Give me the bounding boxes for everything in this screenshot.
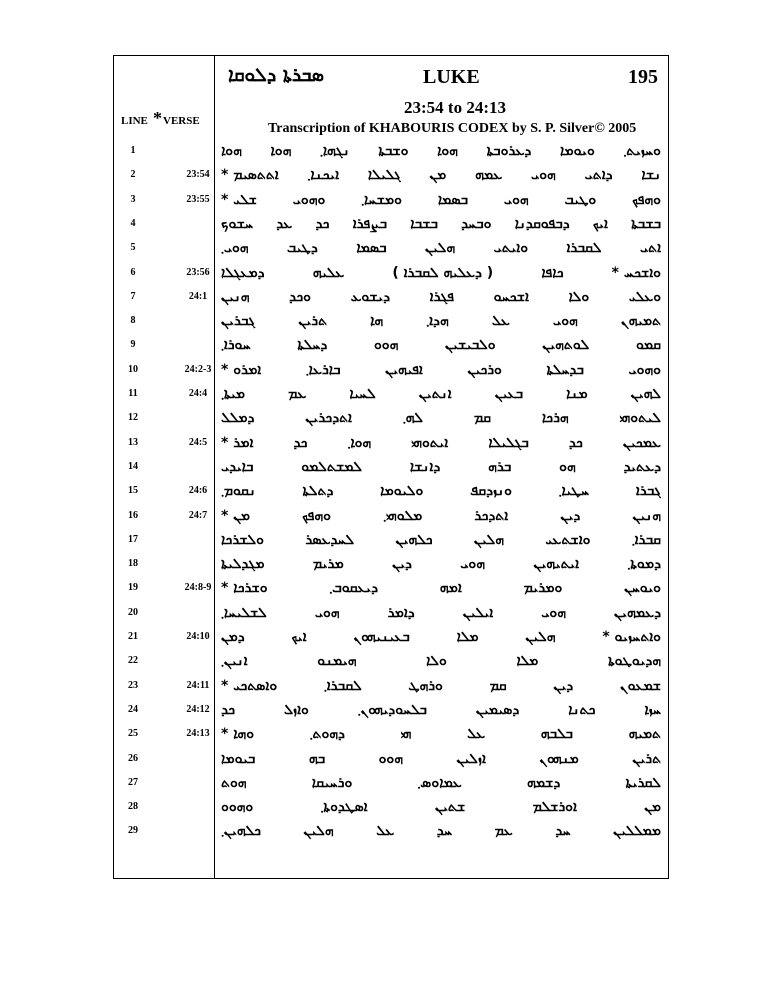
- syriac-word: ܥܠ: [467, 726, 486, 743]
- syriac-word: ܕܡܢ: [221, 629, 245, 645]
- verse-number: 24:2-3: [184, 363, 212, 375]
- syriac-word: ܐܡܗ: [439, 580, 462, 597]
- syriac-word: ܕܝܢ: [560, 507, 581, 524]
- syriac-word: ܕܗܘܬ܂: [309, 726, 345, 743]
- line-row: [113, 505, 669, 529]
- syriac-word: ܘܛܝܒ: [564, 191, 597, 208]
- syriac-word: ܘܠܐ: [568, 288, 590, 305]
- syriac-word: ܠܝܬܘܗܝ: [619, 410, 661, 427]
- line-number: 16: [128, 509, 138, 521]
- line-number: 28: [128, 801, 138, 813]
- syriac-word: ܢܩܘܡ܂: [221, 483, 256, 500]
- syriac-word: ܒܨܦܪܐ: [352, 215, 388, 232]
- syriac-word: ܟܕ: [293, 434, 308, 451]
- syriac-word: ܘܪܟܝܢ: [467, 361, 502, 378]
- syriac-word: ܐܬܝ: [639, 240, 661, 257]
- syriac-word: ܘܝܘܡܐ: [560, 143, 595, 159]
- syriac-word: ܘܝܘܚܢ: [624, 580, 661, 597]
- syriac-word: ܗܢܝܢ: [632, 507, 661, 524]
- line-row: [113, 262, 669, 286]
- syriac-word: ܐܡܪ *: [221, 434, 254, 451]
- syriac-word: ܡܢ: [429, 167, 447, 184]
- syriac-word: ܥܠ: [376, 823, 395, 840]
- syriac-word: ܕܡܘܬܐ܂: [627, 556, 661, 573]
- syriac-line: [221, 286, 661, 308]
- syriac-word: ܗܐ: [370, 313, 384, 330]
- syriac-word: ܫܡܥܘܢ: [619, 677, 661, 694]
- syriac-word: ܥܡ: [494, 823, 513, 840]
- syriac-line: [221, 529, 661, 551]
- verse-number: 23:56: [186, 266, 210, 278]
- syriac-word: ܘܪܚܝܩܐ: [311, 774, 353, 791]
- syriac-word: ܘܗܐ *: [221, 726, 255, 743]
- line-number: 25: [128, 728, 138, 740]
- syriac-word: ܘܢܙܕܩܦ: [470, 483, 512, 500]
- syriac-word: ܐܝܠܝܢ: [462, 604, 494, 621]
- syriac-word: ܥܠܝܗ: [312, 264, 345, 281]
- line-number: 17: [128, 533, 138, 545]
- syriac-word: ܐܦܝܗܝܢ: [385, 361, 423, 378]
- line-number: 11: [128, 388, 138, 399]
- syriac-word: ܡܓܕܠܝܬܐ: [221, 556, 265, 573]
- syriac-line: [221, 262, 661, 284]
- syriac-line: [221, 505, 661, 527]
- syriac-word: ܦܓܪܐ: [429, 288, 455, 305]
- syriac-word: ܥܡܟܝܢ: [622, 434, 661, 451]
- syriac-word: ܡܠܐ: [516, 653, 539, 670]
- syriac-word: ܟܬܢܐ: [568, 701, 596, 718]
- line-number: 12: [128, 412, 138, 424]
- syriac-word: ܘܐܫܟܚ *: [611, 264, 661, 281]
- syriac-word: ܗܕܐ܂: [426, 313, 449, 330]
- verse-number: 24:11: [186, 679, 210, 691]
- syriac-word: ܟܐܦܐ: [541, 264, 564, 281]
- line-row: [113, 699, 669, 723]
- line-number: 20: [128, 606, 138, 618]
- syriac-word: ܓܒܪܝܢ: [221, 313, 256, 330]
- line-number: 18: [128, 558, 138, 570]
- verse-number: 24:13: [186, 728, 210, 740]
- line-row: [113, 310, 669, 334]
- syriac-title: ܣܒܪܬܐ ܕܠܘܩܐ: [228, 64, 325, 86]
- syriac-word: ܗܝܡܢܘ: [317, 653, 357, 670]
- syriac-word: ܐܣܛܕܘܬܐ܂: [320, 799, 368, 816]
- syriac-word: ܕܥܡܗܝܢ: [614, 604, 661, 621]
- syriac-line: [221, 189, 661, 211]
- line-number: 19: [128, 582, 138, 594]
- syriac-word: ܕܡܥܓܠܐ: [221, 264, 265, 281]
- syriac-word: ܐܘܪܫܠܡ: [532, 799, 577, 816]
- syriac-word: ܐܬܕܟܪ: [474, 507, 509, 524]
- syriac-word: ܟܠܗܝܢ܂: [221, 823, 261, 840]
- line-row: [113, 334, 669, 358]
- line-row: [113, 237, 669, 261]
- syriac-word: ܡܢ: [644, 799, 661, 816]
- syriac-word: ܠܗܝܢ: [630, 386, 661, 402]
- syriac-word: ܡܠܘܗܝ܂: [383, 507, 423, 524]
- syriac-word: ܒܫܒܐ: [410, 215, 438, 232]
- line-row: [113, 796, 669, 820]
- syriac-line: [221, 723, 661, 745]
- syriac-word: ܥܕ: [276, 215, 293, 232]
- syriac-word: ܗܠܝܢ: [303, 823, 334, 840]
- syriac-word: ܐܬܕܟܪܝܢ: [305, 410, 352, 427]
- syriac-word: ܠܩܒܪܐ: [566, 240, 602, 257]
- syriac-word: ܕܫܡܗ: [527, 774, 561, 791]
- syriac-line: [221, 480, 661, 502]
- syriac-word: ܐܫܟܚܘ: [493, 288, 529, 305]
- syriac-word: ܗܘܐ: [270, 143, 292, 159]
- syriac-word: ܫܠܝ *: [221, 191, 257, 208]
- syriac-word: ܐܬܬܣܝܡ *: [221, 167, 279, 184]
- syriac-word: ܕܡܠܠ: [221, 410, 255, 427]
- syriac-word: ܠܚܝܐ: [349, 386, 376, 402]
- syriac-word: ܐܝܬܝܗܝܢ: [533, 556, 580, 573]
- syriac-word: ܟܠܗܝܢ: [395, 531, 433, 548]
- syriac-word: ܘܡܪܝܡ: [523, 580, 563, 597]
- syriac-word: ܒܝܘܡܐ: [221, 750, 256, 767]
- syriac-word: ܬܪܝܢ: [632, 750, 661, 767]
- verse-number: 24:4: [188, 388, 208, 399]
- syriac-word: ܢܓܗܐ܂: [320, 143, 350, 159]
- book-name: LUKE: [423, 66, 480, 88]
- syriac-word: ܕܬܠܬܐ: [302, 483, 334, 500]
- syriac-line: [221, 650, 661, 672]
- syriac-line: [221, 383, 661, 405]
- syriac-word: ܠܗ܂: [402, 410, 424, 427]
- syriac-word: ܗܠܝܢ: [473, 531, 504, 548]
- syriac-word: ܠܫܠܝܚܐ܂: [221, 604, 267, 621]
- line-number: 4: [130, 217, 136, 229]
- line-row: [113, 748, 669, 772]
- syriac-word: ܥܠ: [491, 313, 510, 330]
- syriac-word: ܘܐܙܠ: [283, 701, 309, 718]
- syriac-word: ܚܕ: [436, 823, 453, 840]
- line-number: 2: [130, 169, 136, 181]
- syriac-word: ܐܡܪܘ *: [221, 361, 262, 378]
- line-row: [113, 480, 669, 504]
- line-row: [113, 723, 669, 747]
- syriac-line: [221, 748, 661, 770]
- syriac-word: ܘܡܫܚܐ܂: [361, 191, 402, 208]
- syriac-word: ܗܘܬ: [221, 774, 247, 791]
- syriac-word: ܕܐܡܪ: [387, 604, 415, 621]
- syriac-word: ܘܠܫܪܟܐ: [221, 531, 264, 548]
- syriac-line: [221, 407, 661, 429]
- syriac-word: ܡܡܠܠܝܢ: [613, 823, 661, 840]
- syriac-word: ܐܝܟ: [592, 215, 608, 232]
- syriac-word: ܗܝ: [400, 726, 412, 743]
- syriac-word: ܐܢܝܢ܂: [221, 653, 248, 670]
- syriac-word: ܐܝܟܢܐ܂: [307, 167, 340, 184]
- syriac-word: ܘܒܚܕ: [461, 215, 492, 232]
- syriac-word: ܘܠܒܝܫܝܢ: [445, 337, 496, 354]
- syriac-line: [221, 164, 661, 186]
- syriac-word: ܒܐܝܕܝ: [221, 458, 254, 475]
- syriac-word: ܟܕ: [568, 434, 583, 451]
- syriac-word: ܕܝܫܘܥ: [350, 288, 391, 305]
- syriac-word: ܐܝܟ: [291, 629, 307, 645]
- syriac-word: ܠܩܪܝܬܐ: [625, 774, 661, 791]
- syriac-word: ܐܢܬܝܢ: [418, 386, 452, 402]
- syriac-word: ܗܘܝ: [314, 604, 340, 621]
- syriac-line: [221, 237, 661, 259]
- syriac-word: ܡܪܝܡ: [312, 556, 344, 573]
- syriac-line: [221, 820, 661, 842]
- syriac-word: ܘܠܝܘܡܐ: [380, 483, 424, 500]
- syriac-line: [221, 772, 661, 794]
- syriac-word: ܓܒܪܐ: [635, 483, 661, 500]
- line-row: [113, 602, 669, 626]
- column-header-line: LINE: [121, 115, 148, 127]
- syriac-word: ܘܗܦܟ: [302, 507, 331, 524]
- line-row: [113, 456, 669, 480]
- syriac-word: ܗܘܝ: [541, 604, 567, 621]
- syriac-word: ܡܢ *: [221, 507, 250, 524]
- syriac-word: ܗܘܐ: [221, 143, 242, 159]
- line-number: 14: [128, 460, 138, 472]
- syriac-word: ܒܥܝܢܝܗܘܢ: [353, 629, 410, 645]
- syriac-word: ܡܢܗܘܢ: [539, 750, 579, 767]
- syriac-word: ܡܠܐ: [456, 629, 479, 645]
- line-row: [113, 529, 669, 553]
- syriac-word: ܡܝܬܐ܂: [221, 386, 246, 402]
- line-row: [113, 553, 669, 577]
- line-number: 13: [128, 436, 138, 448]
- syriac-word: ܒܣܡܐ: [356, 240, 387, 257]
- syriac-word: ܒܫܒܬܐ: [631, 215, 661, 232]
- syriac-line: [221, 699, 661, 721]
- syriac-word: ܟܕ: [315, 215, 330, 232]
- syriac-line: [221, 456, 661, 478]
- line-number: 23: [128, 679, 138, 691]
- syriac-word: ܘܫܒܬܐ: [378, 143, 409, 159]
- verse-number: 24:8-9: [184, 582, 212, 594]
- line-row: [113, 359, 669, 383]
- line-number: 26: [128, 752, 138, 764]
- syriac-word: ܚܙܐ: [644, 701, 661, 718]
- syriac-word: ܕܒܦܘܩܕܢܐ: [514, 215, 570, 232]
- syriac-word: ܗܠܝܢ: [424, 240, 456, 257]
- syriac-line: [221, 140, 661, 162]
- syriac-word: ܗܢܝܢ: [221, 288, 250, 305]
- syriac-word: ܗܘ: [559, 458, 576, 475]
- line-row: [113, 432, 669, 456]
- syriac-word: ܕܝܥܩܘܒ܂: [329, 580, 379, 597]
- page-number: 195: [628, 66, 658, 88]
- syriac-word: ܘܐܬܚܙܝܘ *: [602, 629, 661, 645]
- syriac-word: ܚܘܪܐ܂: [221, 337, 251, 354]
- line-row: [113, 772, 669, 796]
- syriac-word: ܗܘܝ: [503, 191, 529, 208]
- syriac-word: ܘܗܘܘ: [221, 799, 254, 816]
- line-row: [113, 189, 669, 213]
- syriac-word: ܘܐܝܬܝ: [493, 240, 529, 257]
- line-row: [113, 286, 669, 310]
- syriac-word: ܥܡܗ: [475, 167, 503, 184]
- line-number: 6: [130, 266, 136, 278]
- syriac-word: ܘܚܙܝܬ܂: [623, 143, 661, 159]
- syriac-word: ܬܪܝܢ: [298, 313, 328, 330]
- syriac-word: ܘܗܘܝ: [292, 191, 326, 208]
- syriac-word: ܒܓܠܝܠܐ: [488, 434, 529, 451]
- syriac-word: ܕܣܝܡܝܢ: [475, 701, 520, 718]
- syriac-word: ܘܫܪܟܐ *: [221, 580, 268, 597]
- syriac-word: ܥܡ: [288, 386, 307, 402]
- transcription-credit: Transcription of KHABOURIS CODEX by S. P. Silver© 2005: [268, 121, 637, 136]
- line-row: [113, 675, 669, 699]
- verse-number: 23:54: [186, 169, 210, 181]
- syriac-word: ܘܟܕ: [289, 288, 311, 305]
- syriac-line: [221, 626, 661, 648]
- verse-range: 23:54 to 24:13: [404, 98, 506, 117]
- line-row: [113, 164, 669, 188]
- line-number: 3: [130, 193, 136, 205]
- syriac-word: ܠܩܒܪܐ܂: [323, 677, 362, 694]
- syriac-word: ܒܠܚܘܕܝܗܘܢ܂: [357, 701, 427, 718]
- syriac-word: ܒܥܝܢ: [494, 386, 523, 402]
- syriac-word: ܥܡܐܘܣ܂: [417, 774, 462, 791]
- syriac-word: ܟܕ: [221, 701, 236, 718]
- syriac-word: ܗܘܝ: [460, 556, 486, 573]
- syriac-line: [221, 796, 661, 818]
- syriac-word: ܒܠܒܗ: [540, 726, 573, 743]
- syriac-word: ܒܕܚܠܬܐ: [546, 361, 584, 378]
- syriac-word: ܘܠܐ: [426, 653, 447, 670]
- syriac-word: ܘܐܫܬܥܝ: [545, 531, 591, 548]
- line-number: 1: [130, 145, 136, 156]
- syriac-word: ܘܐܣܬܟܝ *: [221, 677, 278, 694]
- syriac-word: ܗܘܝ: [531, 167, 556, 184]
- verse-number: 23:55: [186, 193, 210, 205]
- syriac-word: ܒܪܗ: [488, 458, 512, 475]
- syriac-line: [221, 213, 661, 235]
- syriac-word: ܗܕܝܘܛܘܬܐ: [607, 653, 661, 670]
- verse-number: 24:10: [186, 631, 210, 642]
- syriac-line: [221, 577, 661, 599]
- verse-number: 24:6: [188, 485, 208, 497]
- syriac-word: ܘܗܘܝ: [628, 361, 661, 378]
- syriac-word: ܩܡ: [489, 677, 507, 694]
- line-row: [113, 140, 669, 164]
- syriac-word: ܗܘܘ: [373, 337, 399, 354]
- syriac-word: ܗܘܝ܂: [221, 240, 249, 257]
- line-number: 9: [130, 339, 136, 351]
- syriac-line: [221, 432, 661, 454]
- column-header-star: *: [153, 108, 162, 128]
- syriac-line: [221, 675, 661, 697]
- line-number: 21: [128, 631, 138, 642]
- syriac-word: ܩܒܪܐ܂: [631, 531, 661, 548]
- syriac-word: ܠܘܬܗܝܢ: [542, 337, 590, 354]
- syriac-word: ܐܙܠܝܢ: [456, 750, 486, 767]
- line-number: 10: [128, 363, 138, 375]
- syriac-word: ܚܛܝܐ܂: [558, 483, 590, 500]
- syriac-word: ܘܪܗܛ: [408, 677, 443, 694]
- syriac-word: ܕܚܠܬܐ: [297, 337, 328, 354]
- syriac-word: ܗܪܟܐ: [541, 410, 569, 427]
- syriac-word: ܬܡܝܗ: [628, 726, 661, 743]
- verse-number: 24:1: [188, 290, 208, 302]
- syriac-line: [221, 310, 661, 332]
- syriac-word: ܗܘܐ: [437, 143, 458, 159]
- syriac-word: ܗܠܝܢ: [525, 629, 556, 645]
- syriac-word: ܘܥܠܝ: [628, 288, 661, 305]
- line-number: 15: [128, 485, 138, 497]
- line-row: [113, 650, 669, 674]
- syriac-line: [221, 334, 661, 356]
- verse-number: 24:7: [188, 509, 208, 521]
- syriac-word: ܒܗ: [308, 750, 326, 767]
- line-number: 7: [130, 290, 136, 302]
- syriac-word: ܡܢܐ: [566, 386, 588, 402]
- verse-number: 24:12: [186, 703, 210, 715]
- column-header-verse: VERSE: [163, 115, 200, 127]
- syriac-word: ܕܝܢ: [392, 556, 412, 573]
- syriac-word: ܕܛܝܒ: [287, 240, 318, 257]
- syriac-line: [221, 602, 661, 624]
- syriac-word: ܫܬܝܢ: [434, 799, 466, 816]
- syriac-word: ܕܝܢ: [553, 677, 574, 694]
- line-number: 24: [128, 703, 138, 715]
- syriac-line: [221, 359, 661, 381]
- line-row: [113, 407, 669, 431]
- verse-number: 24:5: [188, 436, 208, 448]
- syriac-word: ܩܡܘ: [635, 337, 661, 354]
- syriac-word: ܗܘܘ: [378, 750, 404, 767]
- line-number: 29: [128, 825, 138, 837]
- line-row: [113, 626, 669, 650]
- line-number: 27: [128, 776, 138, 788]
- syriac-word: ܘܗܦܟ: [632, 191, 661, 208]
- syriac-word: ܗܘܝ: [553, 313, 578, 330]
- syriac-line: [221, 553, 661, 575]
- syriac-word: ܚܕ: [555, 823, 571, 840]
- line-row: [113, 383, 669, 407]
- syriac-word: ܕܥܪܘܒܬܐ: [486, 143, 532, 159]
- syriac-word: ܢܫܐ: [641, 167, 661, 184]
- syriac-word: ܕܐܬܝ: [584, 167, 613, 184]
- line-number: 22: [128, 655, 138, 667]
- line-number: 5: [130, 242, 136, 254]
- syriac-word: ܗܘܐ܂: [347, 434, 372, 451]
- line-row: [113, 577, 669, 601]
- line-number: 8: [130, 315, 136, 327]
- syriac-word: ܒܣܡܐ: [437, 191, 468, 208]
- syriac-word: ( ܕܥܠܝܗ ܠܩܒܪܐ ): [392, 264, 494, 281]
- syriac-word: ܠܡܫܬܠܡܘ: [301, 458, 362, 475]
- syriac-word: ܓܠܝܠܐ: [367, 167, 401, 184]
- syriac-word: ܕܐܢܫܐ: [409, 458, 441, 475]
- syriac-word: ܕܥܬܝܕ: [623, 458, 661, 475]
- syriac-word: ܐܝܬܘܗܝ: [411, 434, 449, 451]
- syriac-word: ܬܡܝܗܢ: [620, 313, 661, 330]
- line-row: [113, 820, 669, 844]
- syriac-word: ܚܫܘܟ: [221, 215, 254, 232]
- syriac-word: ܠܚܕܥܣܪ: [305, 531, 355, 548]
- line-row: [113, 213, 669, 237]
- syriac-word: ܩܡ: [473, 410, 491, 427]
- syriac-word: ܒܐܪܥܐ܂: [305, 361, 341, 378]
